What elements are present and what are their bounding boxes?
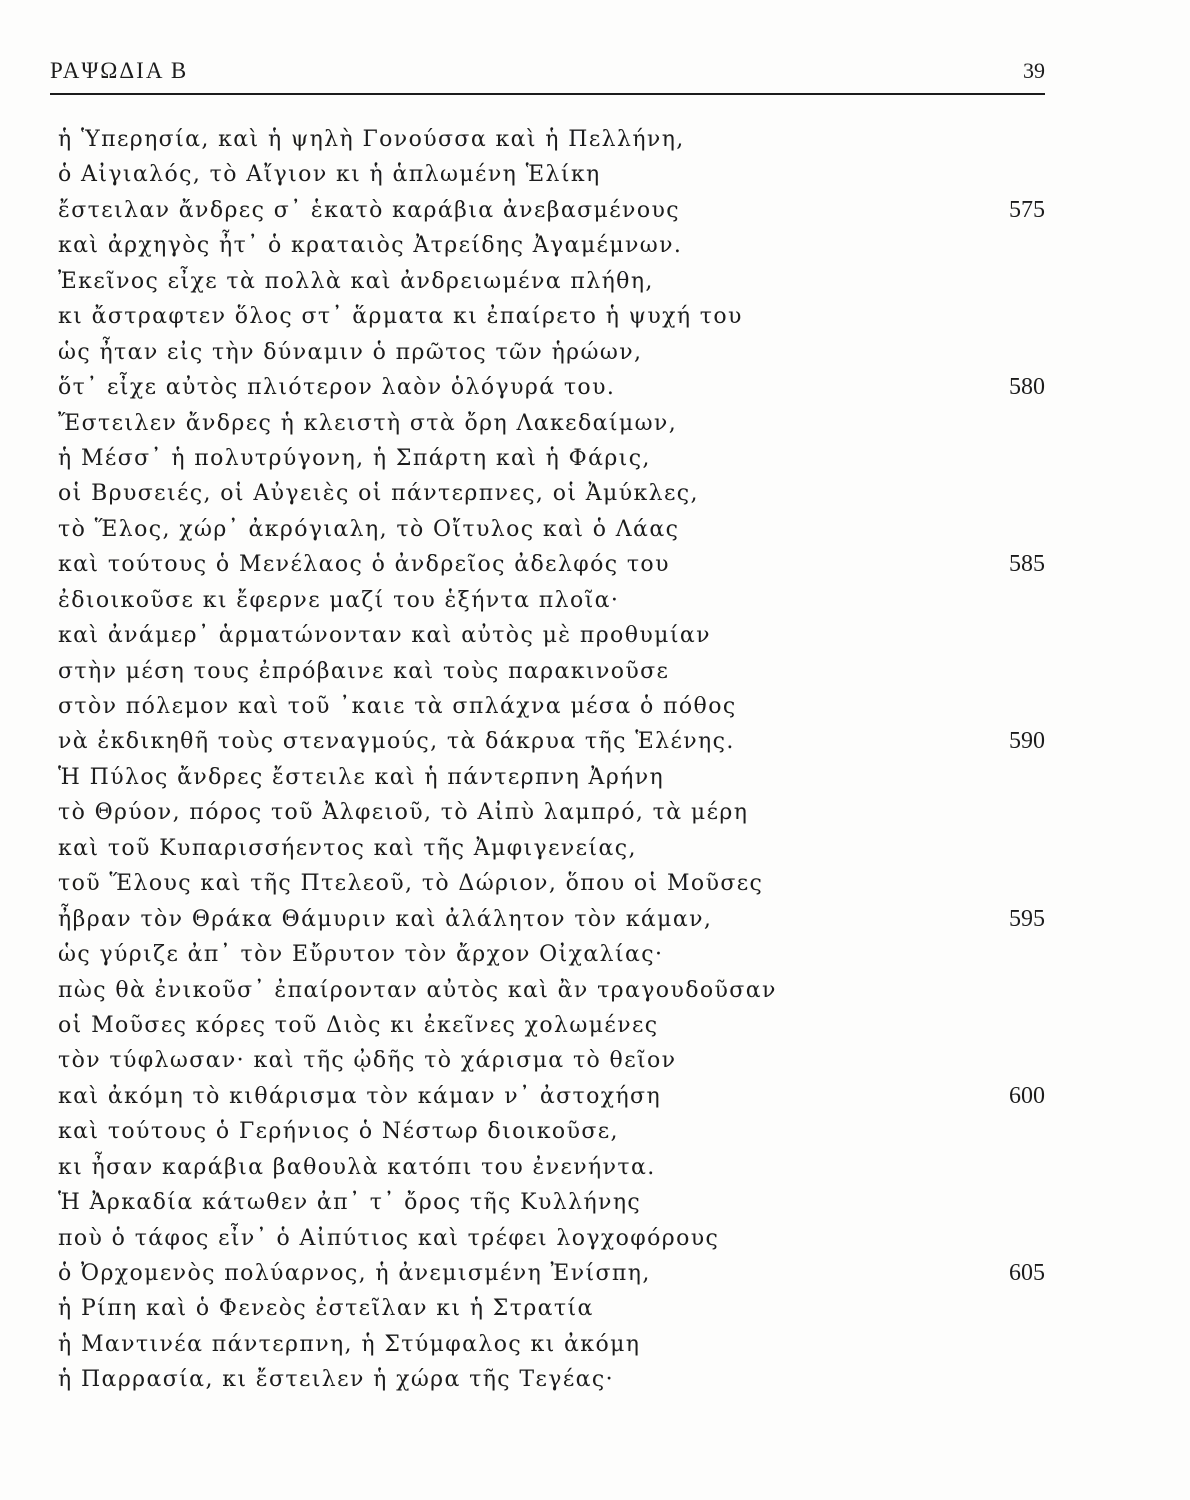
verse-text: ἡ Μαντινέα πάντερπνη, ἡ Στύμφαλος κι ἀκόμη [58, 1331, 641, 1357]
verse-line [0, 1114, 1190, 1149]
page-number: 39 [1023, 58, 1045, 83]
verse-line [0, 973, 1190, 1008]
line-number: 585 [1009, 551, 1045, 578]
verse-line [0, 795, 1190, 830]
verse-text: Ἐκεῖνος εἶχε τὰ πολλὰ καὶ ἀνδρειωμένα πλήθη, [58, 268, 654, 294]
verse-line [0, 1221, 1190, 1256]
verse-text: καὶ ἀνάμερ᾽ ἁρματώνονταν καὶ αὐτὸς μὲ προθυμίαν [58, 623, 711, 649]
verse-line [0, 1008, 1190, 1043]
verse-line [0, 1150, 1190, 1185]
verse-text: τὸ Θρύον, πόρος τοῦ Ἀλφειοῦ, τὸ Αἰπὺ λαμπρό, τὰ μέρη [58, 800, 749, 826]
line-number: 595 [1009, 905, 1045, 932]
verse-text: νὰ ἐκδικηθῆ τοὺς στεναγμούς, τὰ δάκρυα τῆς Ἑλένης. [58, 729, 735, 755]
verse-line [0, 157, 1190, 192]
verse-line [0, 831, 1190, 866]
line-number: 605 [1009, 1260, 1045, 1286]
verse-text: κι ἦσαν καράβια βαθουλὰ κατόπι του ἐνενήντα. [58, 1154, 656, 1180]
verse-line [0, 370, 1190, 405]
line-number: 600 [1009, 1082, 1045, 1109]
running-head: ΡΑΨΩΔΙΑ Β [50, 58, 189, 83]
verse-line [0, 1079, 1190, 1114]
verse-text: καὶ τοῦ Κυπαρισσήεντος καὶ τῆς Ἀμφιγενείας, [58, 835, 637, 861]
verse-list [0, 122, 1190, 1398]
verse-line [0, 476, 1190, 511]
verse-text: ποὺ ὁ τάφος εἶν᾽ ὁ Αἰπύτιος καὶ τρέφει λογχοφόρους [58, 1225, 720, 1251]
verse-text: ὡς γύριζε ἀπ᾽ τὸν Εὔρυτον τὸν ἄρχον Οἰχαλίας· [58, 942, 664, 968]
verse-text: ὅτ᾽ εἶχε αὐτὸς πλιότερον λαὸν ὁλόγυρά του. [58, 375, 616, 401]
verse-text: τὸ Ἕλος, χώρ᾽ ἀκρόγιαλη, τὸ Οἴτυλος καὶ ὁ Λάας [58, 516, 680, 542]
verse-line [0, 512, 1190, 547]
verse-line [0, 937, 1190, 972]
verse-line [0, 1185, 1190, 1220]
verse-text: Ἡ Πύλος ἄνδρες ἔστειλε καὶ ἡ πάντερπνη Ἀρήνη [58, 764, 665, 790]
verse-text: τοῦ Ἕλους καὶ τῆς Πτελεοῦ, τὸ Δώριον, ὅπου οἱ Μοῦσες [58, 871, 764, 897]
verse-text: ὁ Αἰγιαλός, τὸ Αἴγιον κι ἡ ἁπλωμένη Ἑλίκη [58, 162, 601, 188]
line-number: 575 [1009, 196, 1045, 223]
verse-text: ἐδιοικοῦσε κι ἔφερνε μαζί του ἑξήντα πλοῖα· [58, 587, 620, 613]
verse-line [0, 902, 1190, 937]
verse-text: ὁ Ὀρχομενὸς πολύαρνος, ἡ ἀνεμισμένη Ἐνίσπη, [58, 1261, 651, 1286]
verse-line [0, 228, 1190, 263]
verse-text: ἡ Παρρασία, κι ἔστειλεν ἡ χώρα τῆς Τεγέας· [58, 1367, 615, 1393]
header-rule [50, 93, 1045, 95]
verse-line [0, 724, 1190, 759]
verse-text: στὴν μέση τους ἐπρόβαινε καὶ τοὺς παρακινοῦσε [58, 658, 670, 684]
verse-line [0, 547, 1190, 582]
verse-text: καὶ τούτους ὁ Μενέλαος ὁ ἀνδρεῖος ἀδελφός του [58, 552, 670, 578]
verse-text: καὶ ἀκόμη τὸ κιθάρισμα τὸν κάμαν ν᾽ ἀστοχήση [58, 1083, 662, 1109]
line-number: 590 [1009, 728, 1045, 755]
verse-text: ἔστειλαν ἄνδρες σ᾽ ἑκατὸ καράβια ἀνεβασμένους [58, 197, 680, 223]
verse-text: Ἔστειλεν ἄνδρες ἡ κλειστὴ στὰ ὄρη Λακεδαίμων, [58, 410, 678, 436]
verse-text: καὶ ἀρχηγὸς ἦτ᾽ ὁ κραταιὸς Ἀτρείδης Ἀγαμέμνων. [58, 233, 683, 259]
verse-text: Ἡ Ἀρκαδία κάτωθεν ἀπ᾽ τ᾽ ὄρος τῆς Κυλλήνης [58, 1190, 642, 1216]
verse-line [0, 193, 1190, 228]
verse-line [0, 1362, 1190, 1397]
verse-text: ἡ Ρίπη καὶ ὁ Φενεὸς ἐστεῖλαν κι ἡ Στρατία [58, 1296, 594, 1322]
verse-text: ἡ Ὑπερησία, καὶ ἡ ψηλὴ Γονούσσα καὶ ἡ Πελλήνη, [58, 127, 685, 152]
verse-line [0, 264, 1190, 299]
verse-text: πὼς θὰ ἐνικοῦσ᾽ ἐπαίρονταν αὐτὸς καὶ ἂν τραγουδοῦσαν [58, 977, 777, 1003]
verse-text: οἱ Μοῦσες κόρες τοῦ Διὸς κι ἐκεῖνες χολωμένες [58, 1012, 659, 1038]
verse-line [0, 689, 1190, 724]
verse-line [0, 1327, 1190, 1362]
verse-line [0, 654, 1190, 689]
verse-text: ἦβραν τὸν Θράκα Θάμυριν καὶ ἀλάλητον τὸν κάμαν, [58, 906, 713, 932]
verse-line [0, 1291, 1190, 1326]
verse-line [0, 618, 1190, 653]
verse-line [0, 866, 1190, 901]
verse-text: ὡς ἦταν εἰς τὴν δύναμιν ὁ πρῶτος τῶν ἡρώων, [58, 339, 643, 365]
verse-text: τὸν τύφλωσαν· καὶ τῆς ᾠδῆς τὸ χάρισμα τὸ θεῖον [58, 1048, 677, 1074]
verse-text: οἱ Βρυσειές, οἱ Αὐγειὲς οἱ πάντερπνες, οἱ Ἀμύκλες, [58, 481, 699, 507]
verse-line [0, 299, 1190, 334]
verse-line [0, 1256, 1190, 1291]
verse-text: ἡ Μέσσ᾽ ἡ πολυτρύγονη, ἡ Σπάρτη καὶ ἡ Φάρις, [58, 445, 651, 471]
verse-text: καὶ τούτους ὁ Γερήνιος ὁ Νέστωρ διοικοῦσε, [58, 1119, 619, 1145]
verse-text: κι ἄστραφτεν ὅλος στ᾽ ἅρματα κι ἐπαίρετο ἡ ψυχή του [58, 304, 743, 330]
verse-line [0, 122, 1190, 157]
verse-line [0, 583, 1190, 618]
verse-line [0, 760, 1190, 795]
verse-line [0, 335, 1190, 370]
verse-text: στὸν πόλεμον καὶ τοῦ ᾽καιε τὰ σπλάχνα μέσα ὁ πόθος [58, 694, 737, 719]
line-number: 580 [1009, 374, 1045, 401]
verse-line [0, 441, 1190, 476]
page-header [50, 58, 1045, 88]
verse-line [0, 1043, 1190, 1078]
verse-line [0, 406, 1190, 441]
